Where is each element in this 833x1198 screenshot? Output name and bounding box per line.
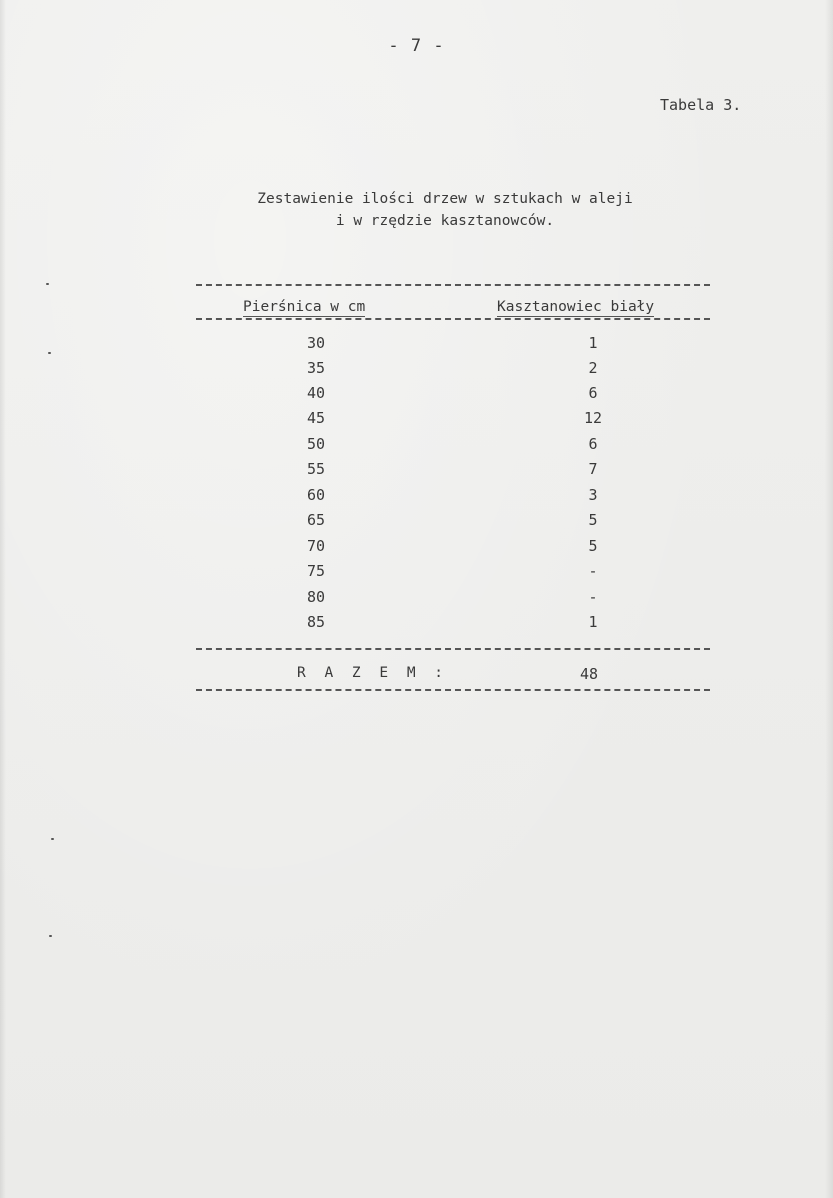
margin-speck	[48, 352, 51, 354]
table-cell-diameter: 45	[307, 409, 326, 427]
table-cell-count: 12	[583, 409, 603, 427]
table-bottom-rule	[196, 689, 710, 691]
table-cell-diameter: 55	[307, 460, 326, 478]
table-cell-count: 5	[588, 537, 598, 555]
table-cell-diameter: 85	[307, 613, 326, 631]
margin-speck	[46, 283, 49, 285]
table-cell-count: -	[588, 588, 598, 606]
column-header-diameter: Pierśnica w cm	[243, 299, 366, 315]
table-cell-diameter: 70	[307, 537, 326, 555]
table-cell-count: 6	[588, 384, 598, 402]
page-number: - 7 -	[388, 36, 445, 56]
page-edge-shadow-right	[825, 0, 833, 1198]
table-top-rule	[196, 284, 710, 286]
column-header-chestnut: Kasztanowiec biały	[497, 299, 655, 315]
page-edge-shadow-left	[0, 0, 6, 1198]
table-cell-diameter: 60	[307, 486, 326, 504]
caption-line-2: i w rzędzie kasztanowców.	[335, 213, 555, 229]
total-top-rule	[196, 648, 710, 650]
table-cell-diameter: 65	[307, 511, 326, 529]
total-value: 48	[579, 665, 599, 683]
table-cell-diameter: 50	[307, 435, 326, 453]
table-cell-count: 1	[588, 334, 598, 352]
table-cell-count: 1	[588, 613, 598, 631]
table-cell-diameter: 75	[307, 562, 326, 580]
table-cell-count: 3	[588, 486, 598, 504]
table-cell-count: -	[588, 562, 598, 580]
table-cell-count: 6	[588, 435, 598, 453]
table-cell-diameter: 35	[307, 359, 326, 377]
table-caption	[180, 188, 710, 232]
table-cell-count: 7	[588, 460, 598, 478]
table-cell-diameter: 40	[307, 384, 326, 402]
table-label: Tabela 3.	[660, 96, 742, 114]
header-bottom-rule	[196, 318, 710, 320]
table-cell-count: 2	[588, 359, 598, 377]
caption-line-1: Zestawienie ilości drzew w sztukach w aleji	[257, 191, 633, 207]
margin-speck	[51, 838, 54, 840]
table-cell-count: 5	[588, 511, 598, 529]
table-cell-diameter: 80	[307, 588, 326, 606]
table-cell-diameter: 30	[307, 334, 326, 352]
total-label: R A Z E M :	[297, 665, 449, 681]
margin-speck	[49, 935, 52, 937]
